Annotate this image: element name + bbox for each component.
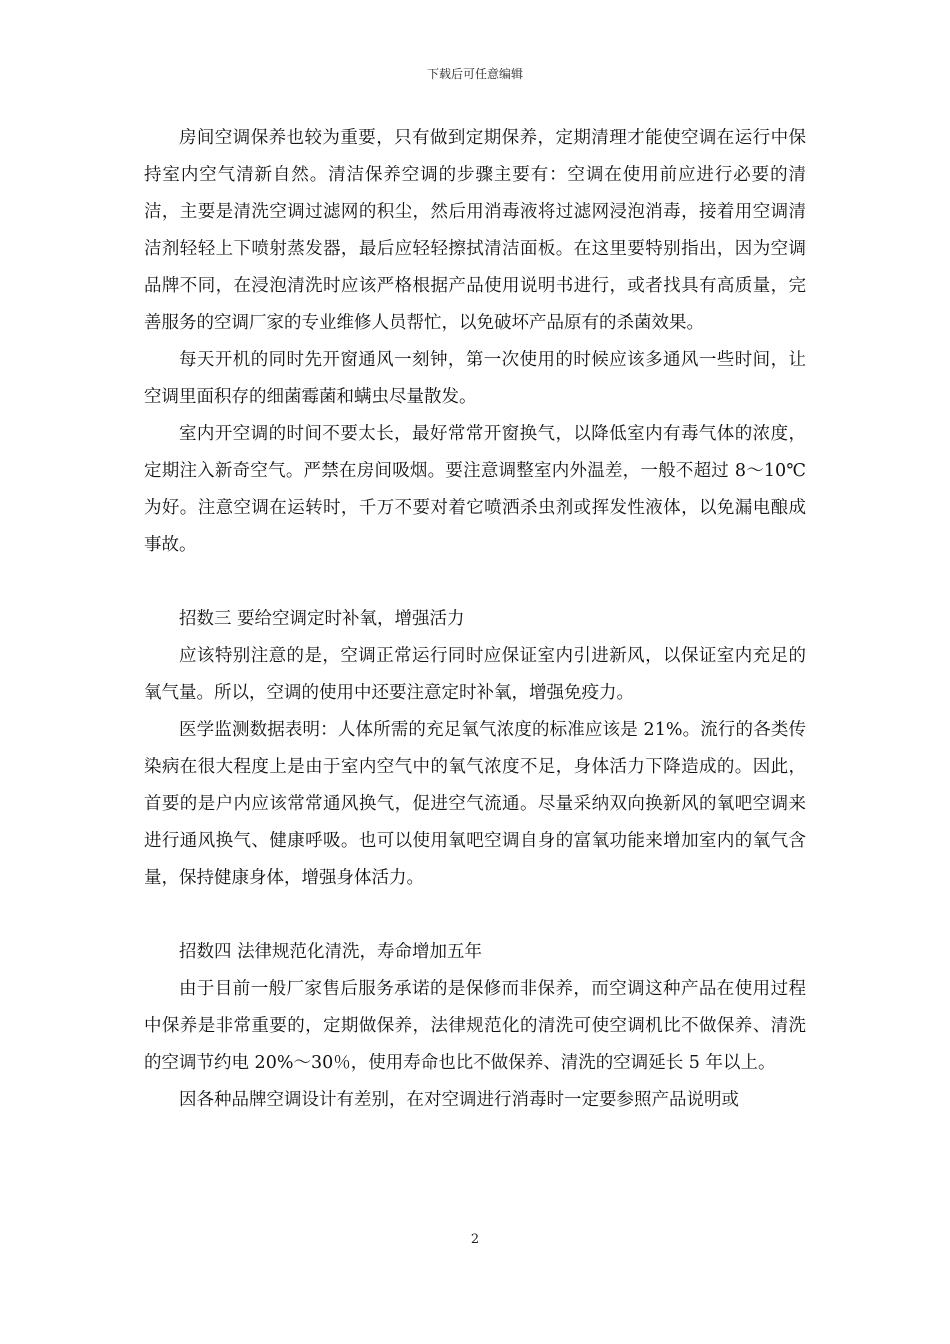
section-spacer (144, 897, 806, 934)
page-number: 2 (470, 1232, 480, 1247)
section-heading-tip-four: 招数四 法律规范化清洗，寿命增加五年 (179, 942, 483, 962)
paragraph-maintenance-importance: 房间空调保养也较为重要，只有做到定期保养，定期清理才能使空调在运行中保持室内空气清新自然。清洁保养空调的步骤主要有：空调在使用前应进行必要的清洁，主要是清洗空调过滤网的积尘，然后用消毒液将过滤网浸泡消毒，接着用空调清洁剂轻轻上下喷射蒸发器，最后应轻轻擦拭清洁面板。在这里要特别指出，因为空调品牌不同，在浸泡清洗时应该严格根据产品使用说明书进行，或者找具有高质量，完善服务的空调厂家的专业维修人员帮忙，以免破坏产品原有的杀菌效果。 (144, 128, 806, 333)
section-spacer (144, 564, 806, 601)
paragraph-brand-differences: 因各种品牌空调设计有差别，在对空调进行消毒时一定要参照产品说明或 (179, 1090, 739, 1110)
paragraph-fresh-air-oxygen: 应该特别注意的是，空调正常运行同时应保证室内引进新风，以保证室内充足的氧气量。所以，空调的使用中还要注意定时补氧，增强免疫力。 (144, 646, 806, 703)
paragraph-oxygen-concentration: 医学监测数据表明：人体所需的充足氧气浓度的标准应该是 21%。流行的各类传染病在很大程度上是由于室内空气中的氧气浓度不足，身体活力下降造成的。因此，首要的是户内应该常常通风换气，促进空气流通。尽量采纳双向换新风的氧吧空调来进行通风换气、健康呼吸。也可以使用氧吧空调自身的富氧功能来增加室内的氧气含量，保持健康身体，增强身体活力。 (144, 720, 806, 888)
page-header: 下载后可任意编辑 (426, 67, 523, 81)
paragraph-cleaning-benefits: 由于目前一般厂家售后服务承诺的是保修而非保养，而空调这种产品在使用过程中保养是非常重要的，定期做保养，法律规范化的清洗可使空调机比不做保养、清洗的空调节约电 20%～30％，使用寿命也比不做保养、清洗的空调延长 5 年以上。 (144, 979, 806, 1073)
section-heading-tip-three: 招数三 要给空调定时补氧，增强活力 (179, 609, 465, 629)
paragraph-indoor-air-tips: 室内开空调的时间不要太长，最好常常开窗换气，以降低室内有毒气体的浓度，定期注入新奇空气。严禁在房间吸烟。要注意调整室内外温差，一般不超过 8～10℃为好。注意空调在运转时，千万不要对着它喷洒杀虫剂或挥发性液体，以免漏电酿成事故。 (144, 424, 806, 555)
paragraph-ventilation-on-startup: 每天开机的同时先开窗通风一刻钟，第一次使用的时候应该多通风一些时间，让空调里面积存的细菌霉菌和螨虫尽量散发。 (144, 350, 806, 407)
document-body (144, 120, 806, 1119)
